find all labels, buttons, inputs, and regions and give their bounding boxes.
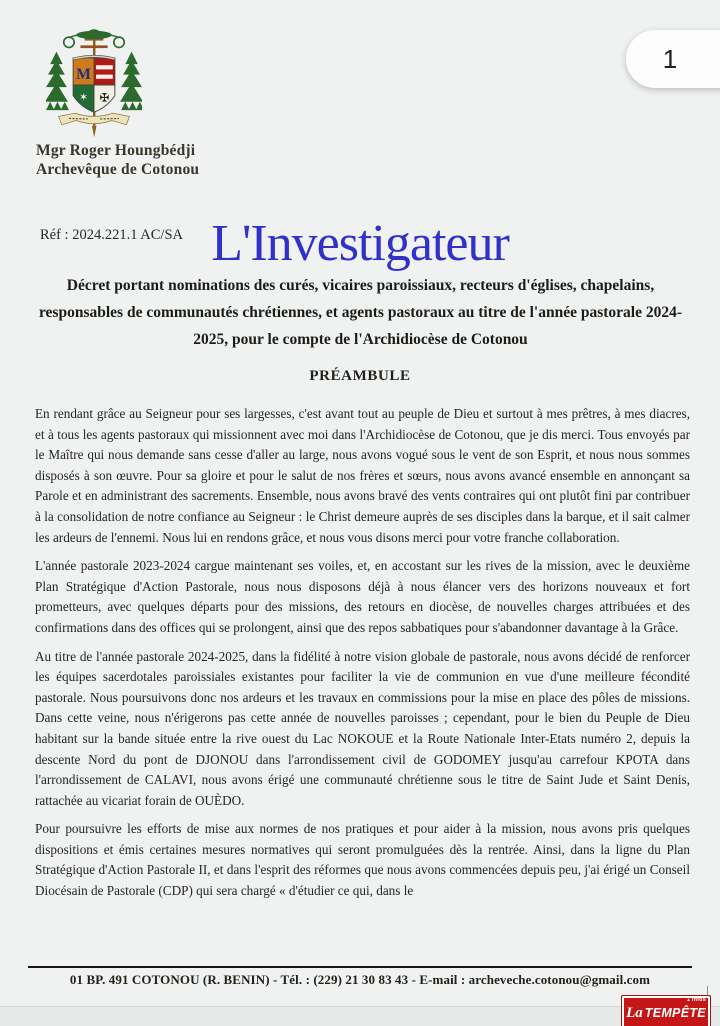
scan-edge-strip xyxy=(0,1006,720,1026)
la-tempete-logo xyxy=(621,995,711,1026)
paragraph: L'année pastorale 2023-2024 cargue maintenant ses voiles, et, en accostant sur les rives de la mission, avec le deuxième Plan Stratégique d'Action Pastorale, nous nous disposons déjà à nous élancer vers des horizons nouveaux et fort prometteurs, avec quelques départs pour des missions, des retours en diocèse, de nouvelles charges attribuées et des confirmations dans des offices qui se prolongent, ainsi que des repos sabbatiques pour s'abandonner davantage à la Grâce. xyxy=(35,558,690,635)
footer-contact: 01 BP. 491 COTONOU (R. BENIN) - Tél. : (229) 21 30 83 43 - E-mail : archeveche.cotonou@gmail.com xyxy=(69,972,651,987)
footer-divider xyxy=(28,966,692,968)
page-number-badge xyxy=(626,30,720,88)
logo-word-la: La xyxy=(626,1004,643,1021)
svg-text:✠: ✠ xyxy=(99,90,110,105)
svg-text:✶: ✶ xyxy=(79,91,88,104)
document-body xyxy=(35,404,690,910)
bishop-title: Archevêque de Cotonou xyxy=(36,161,200,178)
newspaper-watermark: L'Investigateur xyxy=(211,215,509,272)
bishop-name: Mgr Roger Houngbédji xyxy=(36,142,196,159)
reference-number: Réf : 2024.221.1 AC/SA xyxy=(40,227,183,243)
page-number: 1 xyxy=(662,43,678,74)
section-heading: PRÉAMBULE xyxy=(309,368,411,384)
paragraph: Au titre de l'année pastorale 2024-2025, dans la fidélité à notre vision globale de pastorale, nous avons décidé de renforcer les équipes sacerdotales paroissiales existantes pour faciliter la vie de communion en vue d'une meilleure fécondité pastorale. Nous poursuivons donc nos ardeurs et les travaux en commissions pour la mise en place des pôles de missions. Dans cette veine, nous n'érigerons pas cette année de nouvelles paroisses ; cependant, pour le bien du Peuple de Dieu habitant sur la bande située entre la rive ouest du Lac NOKOUE et la Route Nationale Inter-Etats numéro 2, depuis la descente Nord du pont de DJONOU dans l'arrondissement civil de GODOMEY jusqu'au carrefour KPOTA dans l'arrondissement de CALAVI, nous avons érigé une communauté chrétienne sous le titre de Saint Jude et Saint Denis, rattachée au vicariat forain de OUÈDO. xyxy=(35,648,690,808)
document-title: Décret portant nominations des curés, vicaires paroissiaux, recteurs d'églises, chapelains, responsables de communautés chrétiennes, et agents pastoraux au titre de l'année pastorale 2024-2025, pour le compte de l'Archidiocèse de Cotonou xyxy=(38,277,683,348)
svg-text:M: M xyxy=(76,65,91,83)
letterhead-author xyxy=(36,141,199,179)
paragraph: Pour poursuivre les efforts de mise aux normes de nos pratiques et pour aider à la mission, nous avons pris quelques dispositions et émis certaines mesures normatives qui seront promulguées dès la rentrée. Ainsi, dans la ligne du Plan Stratégique d'Action Pastorale II, et dans l'esprit des réformes que nous avons commencées depuis peu, j'ai érigé un Conseil Diocésain de Pastorale (CDP) qui sera chargé « d'étudier ce qui, dans le xyxy=(35,821,690,899)
logo-word-tempete: TEMPÊTE xyxy=(644,1006,706,1020)
paragraph: En rendant grâce au Seigneur pour ses largesses, c'est avant tout au peuple de Dieu et surtout à mes prêtres, à mes diacres, et à tous les agents pastoraux qui missionnent avec moi dans l'Archidiocèse de Cotonou, que je dis merci. Tous envoyés par le Maître qui nous demande sans cesse d'aller au large, nous avons vogué sous le vent de son Esprit, et nous nous sommes disposés à son œuvre. Pour sa gloire et pour le salut de nos frères et sœurs, nous avons avancé ensemble en annonçant sa Parole et en administrant des sacrements. Ensemble, nous avons bravé des vents contraires qui ont plutôt fini par contribuer à la consolidation de notre confiance au Seigneur : le Christ demeure auprès de ses disciples dans la barque, et il sait calmer les ardeurs de l'ennemi. Nous lui en rendons grâce, et nous vous disons merci pour votre franche collaboration. xyxy=(35,406,690,545)
episcopal-coat-of-arms-icon xyxy=(46,26,142,142)
logo-infos-tag: ▲ Infos xyxy=(686,997,706,1003)
